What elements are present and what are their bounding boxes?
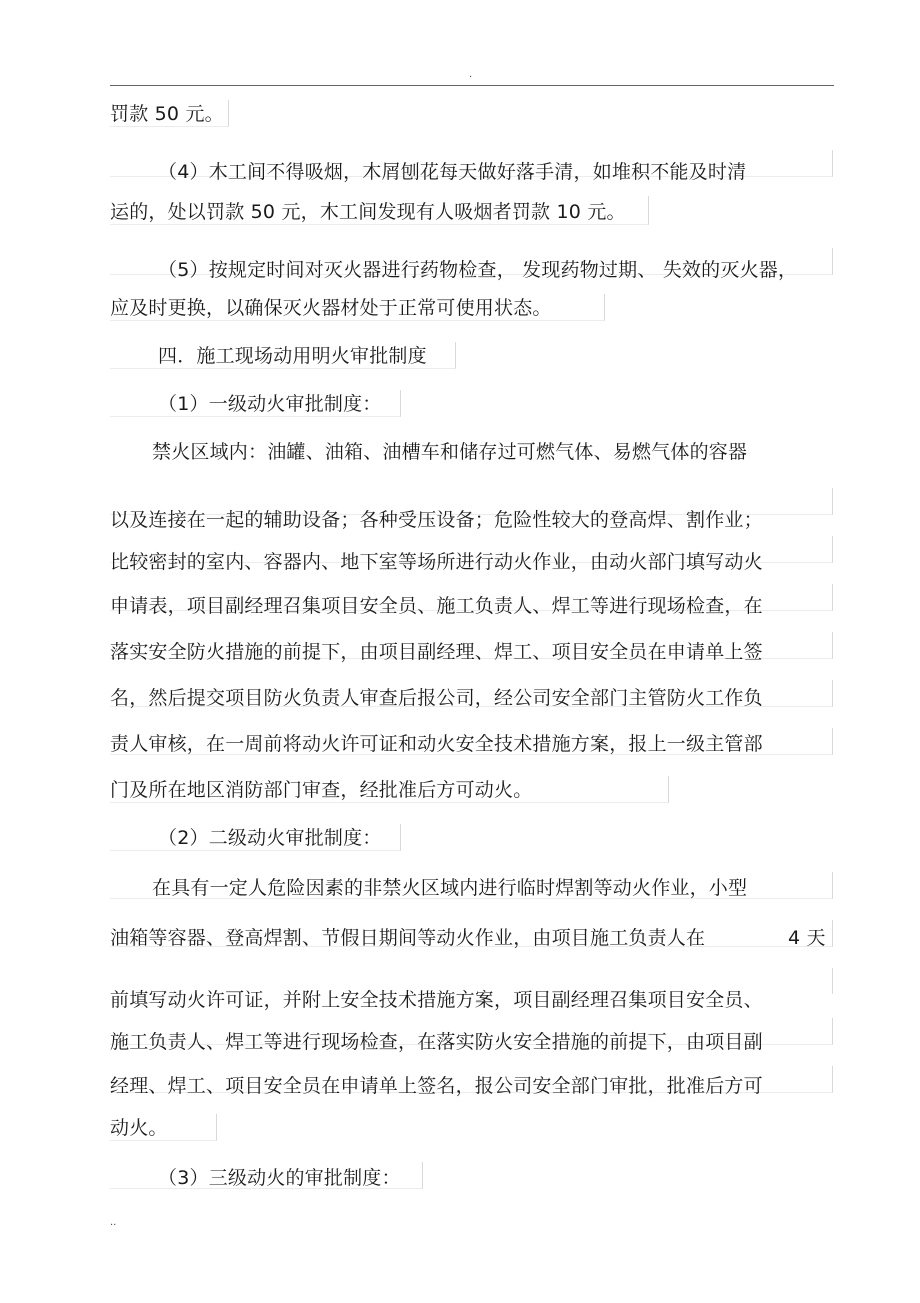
text-line: 经理、焊工、项目安全员在申请单上签名，报公司安全部门审批，批准后方可 <box>110 1075 763 1097</box>
header-rule <box>110 85 834 86</box>
text-line: 禁火区域内：油罐、油箱、油槽车和储存过可燃气体、易燃气体的容器 <box>152 441 748 463</box>
text-line: 申请表，项目副经理召集项目安全员、施工负责人、焊工等进行现场检查，在 <box>110 595 763 617</box>
subsection-heading: （2）二级动火审批制度： <box>158 827 382 849</box>
text-line: 门及所在地区消防部门审查，经批准后方可动火。 <box>110 779 533 801</box>
text-line: 前填写动火许可证，并附上安全技术措施方案，项目副经理召集项目安全员、 <box>110 989 763 1011</box>
text-line: 责人审核，在一周前将动火许可证和动火安全技术措施方案，报上一级主管部 <box>110 733 763 755</box>
text-line: （5）按规定时间对灭火器进行药物检查， 发现药物过期、 失效的灭火器， <box>158 259 798 281</box>
subsection-heading: （1）一级动火审批制度： <box>158 393 382 415</box>
text-line: 罚款 50 元。 <box>110 103 224 125</box>
text-line: 在具有一定人危险因素的非禁火区域内进行临时焊割等动火作业，小型 <box>152 877 748 899</box>
text-line: 以及连接在一起的辅助设备；各种受压设备；危险性较大的登高焊、割作业； <box>110 509 763 531</box>
section-heading: 四．施工现场动用明火审批制度 <box>158 345 427 367</box>
text-line: 名，然后提交项目防火负责人审查后报公司，经公司安全部门主管防火工作负 <box>110 687 763 709</box>
footer-mark: .. <box>110 1217 117 1228</box>
text-line: 油箱等容器、登高焊割、节假日期间等动火作业，由项目施工负责人在 <box>110 927 706 949</box>
text-line: 运的，处以罚款 50 元，木工间发现有人吸烟者罚款 10 元。 <box>110 201 626 223</box>
text-line: 落实安全防火措施的前提下，由项目副经理、焊工、项目安全员在申请单上签 <box>110 641 763 663</box>
text-line: 4 天 <box>788 927 826 949</box>
text-line: 应及时更换，以确保灭火器材处于正常可使用状态。 <box>110 297 552 319</box>
subsection-heading: （3）三级动火的审批制度： <box>158 1167 401 1189</box>
text-line: 施工负责人、焊工等进行现场检查，在落实防火安全措施的前提下，由项目副 <box>110 1031 763 1053</box>
header-mark: . <box>469 69 473 80</box>
text-line: （4）木工间不得吸烟，木屑刨花每天做好落手清，如堆积不能及时清 <box>158 161 747 183</box>
text-line: 动火。 <box>110 1117 168 1139</box>
text-line: 比较密封的室内、容器内、地下室等场所进行动火作业，由动火部门填写动火 <box>110 551 763 573</box>
